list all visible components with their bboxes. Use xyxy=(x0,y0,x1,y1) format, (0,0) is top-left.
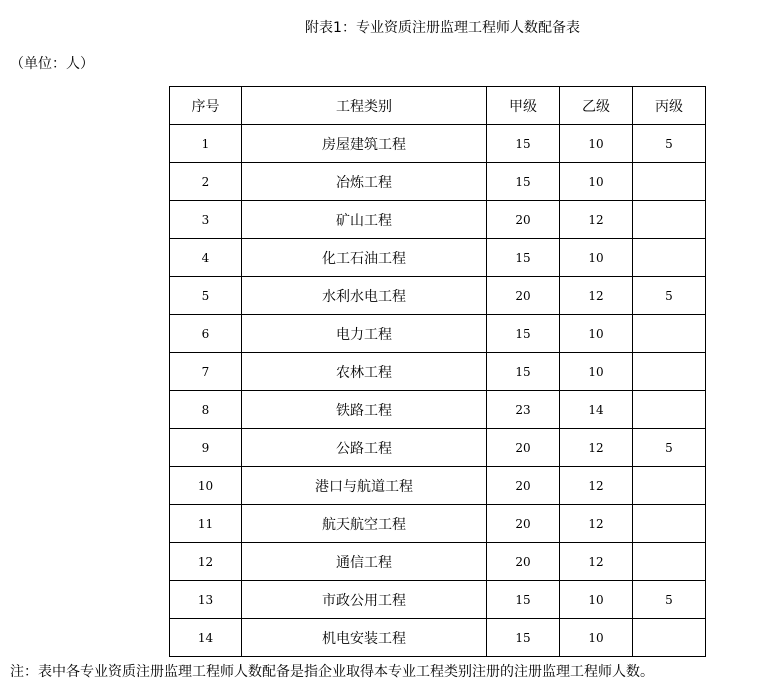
cell-grade-b: 12 xyxy=(560,277,633,315)
cell-seq: 12 xyxy=(170,543,242,581)
cell-grade-b: 12 xyxy=(560,429,633,467)
cell-grade-c: 5 xyxy=(633,125,706,163)
header-grade-b: 乙级 xyxy=(560,87,633,125)
cell-category: 铁路工程 xyxy=(242,391,487,429)
cell-grade-a: 20 xyxy=(487,429,560,467)
table-row xyxy=(170,581,706,619)
cell-category: 房屋建筑工程 xyxy=(242,125,487,163)
table-row xyxy=(170,429,706,467)
cell-seq: 9 xyxy=(170,429,242,467)
table-row xyxy=(170,543,706,581)
cell-seq: 7 xyxy=(170,353,242,391)
cell-grade-c xyxy=(633,353,706,391)
cell-seq: 6 xyxy=(170,315,242,353)
cell-category: 公路工程 xyxy=(242,429,487,467)
cell-grade-b: 10 xyxy=(560,353,633,391)
cell-category: 机电安装工程 xyxy=(242,619,487,657)
cell-grade-c xyxy=(633,391,706,429)
cell-grade-a: 15 xyxy=(487,315,560,353)
cell-seq: 1 xyxy=(170,125,242,163)
cell-grade-b: 14 xyxy=(560,391,633,429)
cell-grade-c: 5 xyxy=(633,277,706,315)
cell-grade-a: 15 xyxy=(487,163,560,201)
cell-grade-b: 12 xyxy=(560,201,633,239)
table-row xyxy=(170,391,706,429)
cell-grade-b: 10 xyxy=(560,125,633,163)
table-row xyxy=(170,201,706,239)
cell-seq: 13 xyxy=(170,581,242,619)
table-header-row xyxy=(170,87,706,125)
cell-grade-c xyxy=(633,201,706,239)
cell-category: 化工石油工程 xyxy=(242,239,487,277)
cell-category: 冶炼工程 xyxy=(242,163,487,201)
header-grade-a: 甲级 xyxy=(487,87,560,125)
cell-grade-b: 10 xyxy=(560,239,633,277)
cell-grade-a: 15 xyxy=(487,353,560,391)
cell-grade-c xyxy=(633,315,706,353)
cell-seq: 3 xyxy=(170,201,242,239)
cell-category: 通信工程 xyxy=(242,543,487,581)
header-seq: 序号 xyxy=(170,87,242,125)
cell-grade-b: 10 xyxy=(560,163,633,201)
cell-grade-a: 15 xyxy=(487,619,560,657)
table-row xyxy=(170,163,706,201)
cell-category: 港口与航道工程 xyxy=(242,467,487,505)
cell-grade-a: 20 xyxy=(487,277,560,315)
unit-label: （单位：人） xyxy=(10,56,94,72)
cell-grade-c xyxy=(633,239,706,277)
cell-grade-c: 5 xyxy=(633,581,706,619)
table-row xyxy=(170,619,706,657)
page-title: 附表1：专业资质注册监理工程师人数配备表 xyxy=(305,20,580,36)
cell-grade-b: 10 xyxy=(560,619,633,657)
cell-seq: 4 xyxy=(170,239,242,277)
cell-seq: 14 xyxy=(170,619,242,657)
staffing-table xyxy=(169,86,706,657)
cell-grade-c xyxy=(633,163,706,201)
cell-grade-b: 12 xyxy=(560,505,633,543)
cell-seq: 10 xyxy=(170,467,242,505)
cell-grade-a: 20 xyxy=(487,505,560,543)
cell-seq: 8 xyxy=(170,391,242,429)
cell-category: 农林工程 xyxy=(242,353,487,391)
header-category: 工程类别 xyxy=(242,87,487,125)
cell-grade-a: 20 xyxy=(487,467,560,505)
cell-category: 水利水电工程 xyxy=(242,277,487,315)
cell-category: 矿山工程 xyxy=(242,201,487,239)
cell-grade-b: 10 xyxy=(560,315,633,353)
cell-grade-a: 23 xyxy=(487,391,560,429)
cell-grade-b: 12 xyxy=(560,543,633,581)
table-row xyxy=(170,277,706,315)
table-row xyxy=(170,239,706,277)
cell-seq: 2 xyxy=(170,163,242,201)
cell-category: 电力工程 xyxy=(242,315,487,353)
cell-grade-a: 15 xyxy=(487,239,560,277)
header-grade-c: 丙级 xyxy=(633,87,706,125)
cell-category: 市政公用工程 xyxy=(242,581,487,619)
cell-grade-c xyxy=(633,543,706,581)
cell-grade-c xyxy=(633,505,706,543)
cell-grade-b: 12 xyxy=(560,467,633,505)
cell-grade-c: 5 xyxy=(633,429,706,467)
table-row xyxy=(170,125,706,163)
table-row xyxy=(170,505,706,543)
cell-grade-a: 20 xyxy=(487,201,560,239)
cell-grade-c xyxy=(633,619,706,657)
cell-grade-a: 15 xyxy=(487,125,560,163)
cell-grade-a: 15 xyxy=(487,581,560,619)
table-row xyxy=(170,315,706,353)
cell-seq: 5 xyxy=(170,277,242,315)
cell-grade-a: 20 xyxy=(487,543,560,581)
footnote: 注：表中各专业资质注册监理工程师人数配备是指企业取得本专业工程类别注册的注册监理工程师人数。 xyxy=(10,664,654,680)
table-row xyxy=(170,467,706,505)
cell-grade-c xyxy=(633,467,706,505)
cell-grade-b: 10 xyxy=(560,581,633,619)
cell-seq: 11 xyxy=(170,505,242,543)
table-row xyxy=(170,353,706,391)
cell-category: 航天航空工程 xyxy=(242,505,487,543)
